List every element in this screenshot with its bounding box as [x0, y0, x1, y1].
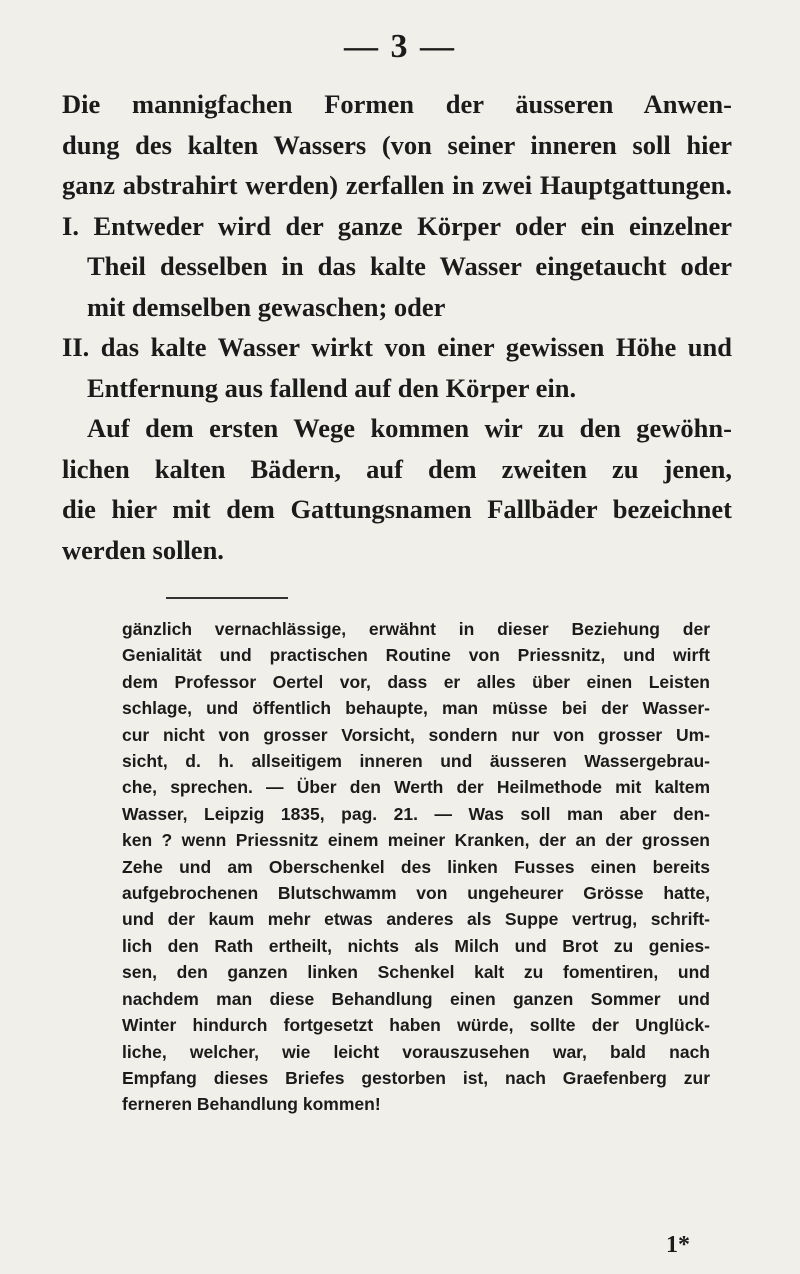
- footnote-line: ken ? wenn Priessnitz einem meiner Kranken, der an der grossen: [122, 830, 710, 851]
- main-text-line: Auf dem ersten Wege kommen wir zu den gewöhn-: [87, 413, 732, 443]
- main-text-block: [62, 84, 732, 570]
- footnote-line: Wasser, Leipzig 1835, pag. 21. — Was soll man aber den-: [122, 803, 710, 824]
- main-text-line: Die mannigfachen Formen der äusseren Anwen-: [62, 89, 732, 119]
- footnote-line: Winter hindurch fortgesetzt haben würde, sollte der Unglück-: [122, 1015, 710, 1036]
- main-text-line: die hier mit dem Gattungsnamen Fallbäder bezeichnet: [62, 494, 732, 524]
- main-text-line: werden sollen.: [62, 534, 224, 565]
- main-text-line: Theil desselben in das kalte Wasser eingetaucht oder: [87, 251, 732, 281]
- footnote-line: gänzlich vernachlässige, erwähnt in dieser Beziehung der: [122, 619, 710, 639]
- footnote-line: und der kaum mehr etwas anderes als Suppe vertrug, schrift-: [122, 909, 710, 930]
- footnote-line: Empfang dieses Briefes gestorben ist, nach Graefenberg zur: [122, 1067, 710, 1088]
- footnote-line: schlage, und öffentlich behaupte, man müsse bei der Wasser-: [122, 698, 710, 719]
- footnote-block: [122, 616, 710, 1118]
- footnote-line: Zehe und am Oberschenkel des linken Fusses einen bereits: [122, 856, 710, 877]
- footnote-divider: [166, 597, 288, 599]
- main-text-line: ganz abstrahirt werden) zerfallen in zwei Hauptgattungen.: [62, 170, 732, 200]
- footnote-line: lich den Rath ertheilt, nichts als Milch und Brot zu genies-: [122, 935, 710, 956]
- footnote-line: cur nicht von grosser Vorsicht, sondern nur von grosser Um-: [122, 724, 710, 745]
- footnote-line: nachdem man diese Behandlung einen ganzen Sommer und: [122, 988, 710, 1009]
- main-text-line: II. das kalte Wasser wirkt von einer gewissen Höhe und: [62, 332, 732, 362]
- footnote-line: aufgebrochenen Blutschwamm von ungeheurer Grösse hatte,: [122, 883, 710, 904]
- footnote-line: liche, welcher, wie leicht vorauszusehen war, bald nach: [122, 1041, 710, 1062]
- main-text-line: I. Entweder wird der ganze Körper oder ein einzelner: [62, 210, 732, 241]
- main-text-line: dung des kalten Wassers (von seiner inneren soll hier: [62, 129, 732, 160]
- footnote-line: ferneren Behandlung kommen!: [122, 1094, 381, 1115]
- page-number: — 3 —: [344, 28, 456, 65]
- footnote-line: Genialität und practischen Routine von Priessnitz, und wirft: [122, 645, 710, 666]
- footnote-line: sicht, d. h. allseitigem inneren und äusseren Wassergebrau-: [122, 751, 710, 772]
- footnote-line: che, sprechen. — Über den Werth der Heilmethode mit kaltem: [122, 777, 710, 798]
- footnote-line: dem Professor Oertel vor, dass er alles über einen Leisten: [122, 671, 710, 692]
- footnote-line: sen, den ganzen linken Schenkel kalt zu fomentiren, und: [122, 962, 710, 983]
- main-text-line: mit demselben gewaschen; oder: [87, 291, 446, 322]
- main-text-line: Entfernung aus fallend auf den Körper ein.: [87, 372, 577, 403]
- main-text-line: lichen kalten Bädern, auf dem zweiten zu jenen,: [62, 453, 732, 484]
- signature-mark: 1*: [666, 1232, 690, 1258]
